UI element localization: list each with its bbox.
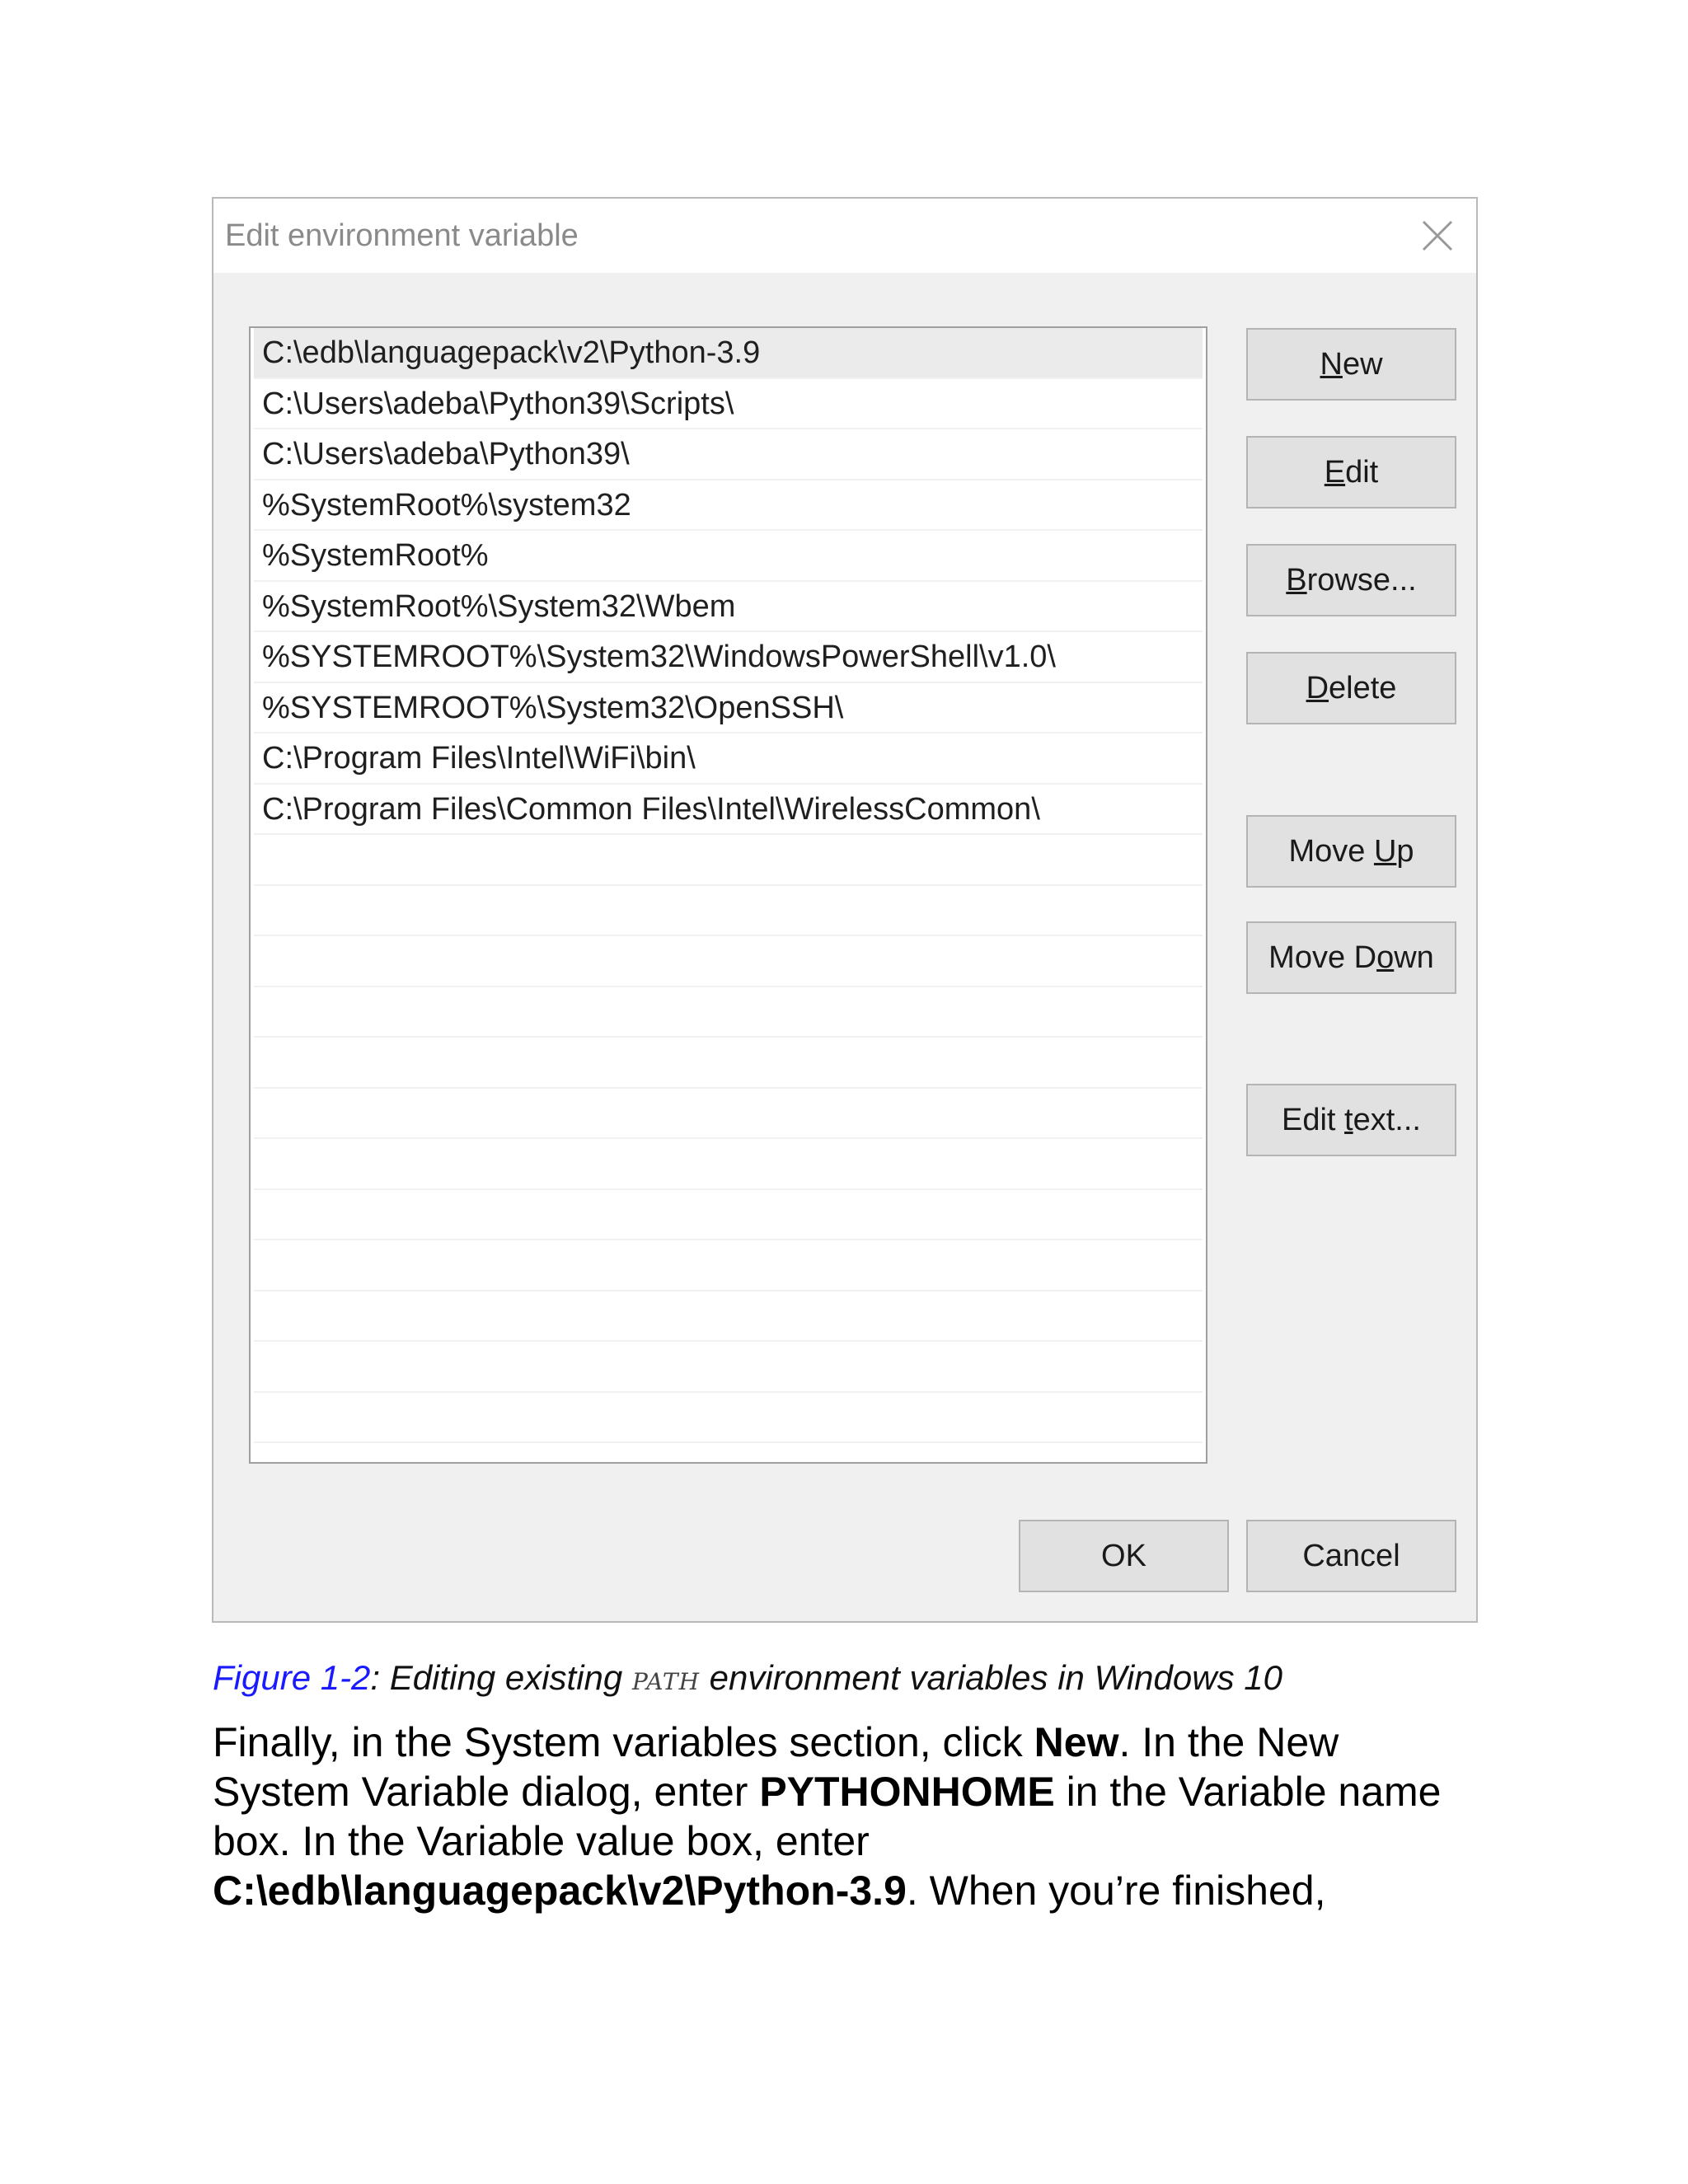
move-down-button-label-pre: Move D xyxy=(1268,940,1377,975)
list-item[interactable]: C:\Program Files\Common Files\Intel\WirelessCommon\ xyxy=(254,785,1203,836)
paragraph-bold-pythonhome: PYTHONHOME xyxy=(759,1769,1055,1815)
list-item-empty[interactable] xyxy=(254,1139,1203,1190)
paragraph-line xyxy=(213,1767,1498,1816)
paragraph-text: . When you’re finished, xyxy=(906,1868,1326,1914)
move-up-button-label-post: p xyxy=(1396,833,1414,869)
paragraph-text: Finally, in the System variables section, click xyxy=(213,1719,1034,1765)
close-button[interactable] xyxy=(1410,209,1465,263)
list-item-empty[interactable] xyxy=(254,835,1203,886)
list-item-empty[interactable] xyxy=(254,1190,1203,1241)
list-item[interactable]: %SystemRoot%\System32\Wbem xyxy=(254,582,1203,633)
paragraph-line xyxy=(213,1816,1498,1866)
edit-text-button-label-post: ext... xyxy=(1353,1102,1421,1137)
new-button-label-post: ew xyxy=(1342,346,1383,382)
paragraph-line xyxy=(213,1866,1498,1915)
list-item[interactable]: %SystemRoot% xyxy=(254,531,1203,582)
list-item-empty[interactable] xyxy=(254,1342,1203,1393)
list-item[interactable]: C:\Users\adeba\Python39\ xyxy=(254,429,1203,480)
move-down-button-accesskey: o xyxy=(1376,940,1395,975)
paragraph-text: box. In the Variable value box, enter xyxy=(213,1818,870,1864)
list-item-empty[interactable] xyxy=(254,1240,1203,1291)
edit-text-button[interactable] xyxy=(1246,1084,1456,1156)
dialog-title: Edit environment variable xyxy=(225,218,579,253)
ok-button-label: OK xyxy=(1101,1538,1146,1573)
browse-button-accesskey: B xyxy=(1286,562,1307,598)
paragraph-line xyxy=(213,1718,1498,1767)
list-item[interactable]: %SYSTEMROOT%\System32\WindowsPowerShell\v1.0\ xyxy=(254,632,1203,683)
edit-button-label-post: dit xyxy=(1345,454,1379,490)
close-icon xyxy=(1422,220,1453,251)
list-item[interactable]: C:\edb\languagepack\v2\Python-3.9 xyxy=(254,328,1203,379)
move-down-button-label-post: wn xyxy=(1394,940,1434,975)
list-item-empty[interactable] xyxy=(254,1393,1203,1444)
cancel-button-label: Cancel xyxy=(1302,1538,1400,1573)
paragraph-bold-path: C:\edb\languagepack\v2\Python-3.9 xyxy=(213,1868,907,1914)
edit-text-button-label-pre: Edit xyxy=(1282,1102,1345,1137)
title-bar xyxy=(213,199,1476,273)
ok-button[interactable] xyxy=(1019,1520,1229,1592)
delete-button-label-post: elete xyxy=(1329,670,1397,705)
figure-caption xyxy=(213,1658,1282,1698)
move-up-button[interactable] xyxy=(1246,815,1456,888)
caption-text-before: : Editing existing xyxy=(370,1658,632,1697)
list-item-empty[interactable] xyxy=(254,987,1203,1038)
browse-button[interactable] xyxy=(1246,544,1456,616)
delete-button[interactable] xyxy=(1246,652,1456,724)
list-item[interactable]: %SYSTEMROOT%\System32\OpenSSH\ xyxy=(254,683,1203,734)
paragraph-text: System Variable dialog, enter xyxy=(213,1769,760,1815)
list-item[interactable]: %SystemRoot%\system32 xyxy=(254,480,1203,532)
move-up-button-accesskey: U xyxy=(1373,833,1397,869)
edit-environment-variable-dialog xyxy=(212,197,1478,1623)
edit-button[interactable] xyxy=(1246,436,1456,509)
edit-text-button-accesskey: t xyxy=(1344,1102,1353,1137)
edit-button-accesskey: E xyxy=(1324,454,1346,490)
list-item-empty[interactable] xyxy=(254,886,1203,937)
new-button-accesskey: N xyxy=(1320,346,1343,382)
list-item[interactable]: C:\Users\adeba\Python39\Scripts\ xyxy=(254,379,1203,430)
new-button[interactable] xyxy=(1246,328,1456,401)
list-item[interactable]: C:\Program Files\Intel\WiFi\bin\ xyxy=(254,733,1203,785)
paragraph-bold-new: New xyxy=(1034,1719,1119,1765)
cancel-button[interactable] xyxy=(1246,1520,1456,1592)
list-item-empty[interactable] xyxy=(254,936,1203,987)
caption-text-after: environment variables in Windows 10 xyxy=(700,1658,1282,1697)
paragraph-text: in the Variable name xyxy=(1054,1769,1442,1815)
move-up-button-label-pre: Move xyxy=(1288,833,1374,869)
figure-reference-link[interactable]: Figure 1-2 xyxy=(213,1658,371,1697)
move-down-button[interactable] xyxy=(1246,921,1456,994)
caption-code-word: PATH xyxy=(631,1668,700,1695)
instruction-paragraph xyxy=(213,1718,1498,1915)
path-entries-list[interactable] xyxy=(249,326,1207,1464)
paragraph-text: . In the New xyxy=(1118,1719,1339,1765)
browse-button-label-post: rowse... xyxy=(1306,562,1417,598)
list-item-empty[interactable] xyxy=(254,1089,1203,1140)
delete-button-accesskey: D xyxy=(1306,670,1329,705)
list-item-empty[interactable] xyxy=(254,1038,1203,1089)
list-item-empty[interactable] xyxy=(254,1291,1203,1343)
